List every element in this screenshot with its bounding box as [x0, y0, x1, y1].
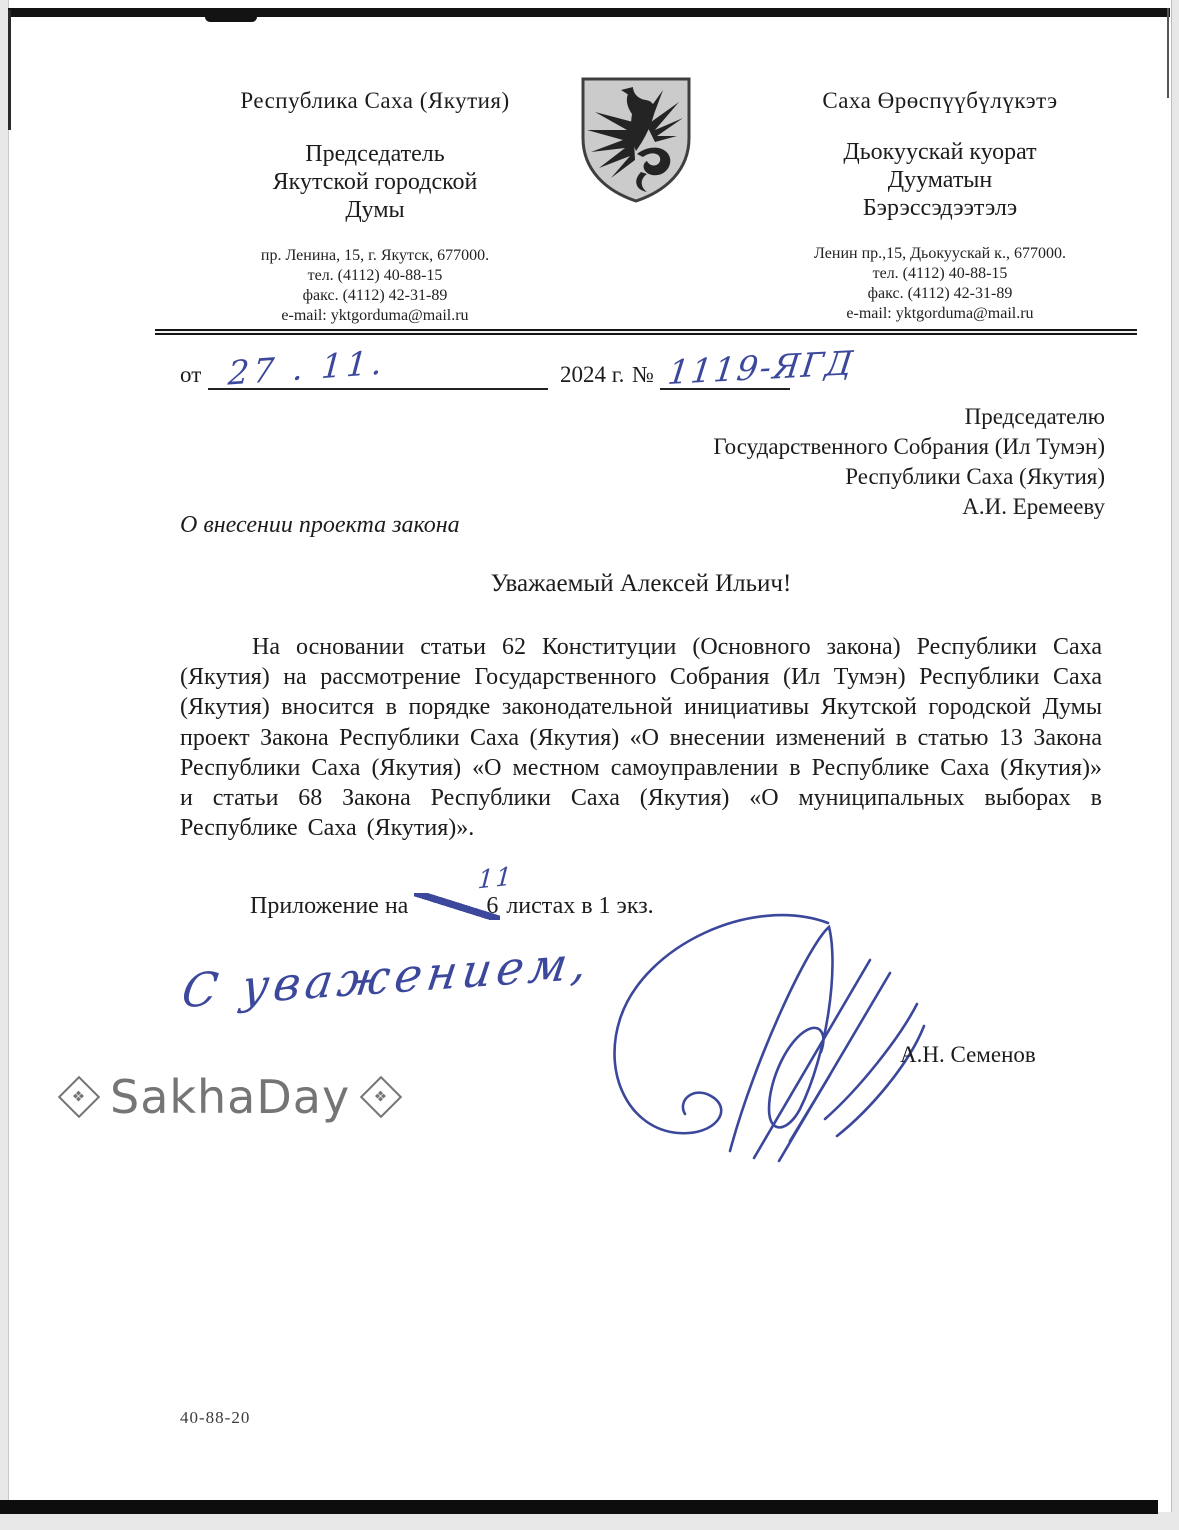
scan-top-bar-blob — [205, 15, 257, 22]
title-line: Председатель — [305, 141, 445, 167]
recipient-line: Республики Саха (Якутия) — [845, 464, 1105, 489]
year-label: 2024 г. — [560, 362, 625, 387]
scan-left-edge-mark — [8, 10, 11, 130]
address-line: пр. Ленина, 15, г. Якутск, 677000. — [260, 247, 490, 264]
republic-name-ru: Республика Саха (Якутия) — [240, 88, 510, 113]
attachment-text-before: Приложение на — [250, 893, 415, 919]
title-line: Дьокуускай куорат — [843, 139, 1037, 165]
watermark-diamond-left-icon: ❖ — [58, 1076, 100, 1118]
yakutsk-coat-of-arms-icon — [575, 74, 697, 206]
address-block-sakha — [740, 244, 1140, 324]
address-line: Ленин пр.,15, Дьокуускай к., 677000. — [814, 245, 1066, 262]
address-line: тел. (4112) 40-88-15 — [872, 265, 1008, 282]
address-line: факс. (4112) 42-31-89 — [302, 287, 448, 304]
letterhead-right — [740, 88, 1140, 324]
recipient-line: Председателю — [964, 404, 1105, 429]
title-line: Якутской городской — [272, 169, 478, 195]
footer-phone: 40-88-20 — [180, 1408, 251, 1427]
greeting-line: Уважаемый Алексей Ильич! — [490, 570, 792, 597]
title-line: Дууматын — [887, 167, 993, 193]
printed-count: 6 — [486, 893, 499, 919]
chairman-title-ru — [170, 140, 580, 224]
sakhaday-watermark — [64, 1070, 396, 1124]
address-line: e-mail: yktgorduma@mail.ru — [846, 305, 1034, 322]
handwritten-date: 27 . 11. — [226, 342, 388, 393]
handwritten-outgoing-number: 1119-ЯГД — [665, 342, 857, 393]
letterhead-divider-rule — [155, 329, 1137, 335]
republic-name-sakha: Саха Өрөспүүбүлүкэтэ — [822, 88, 1058, 113]
body-paragraph: На основании статьи 62 Конституции (Основного закона) Республики Саха (Якутия) на рассмотрение Государственного Собрания (Ил Тумэн) Республики Саха (Якутия) вносится в порядке законодательной инициативы Якутской городской Думы проект Закона Республики Саха (Якутия) «О внесении изменений в статью 13 Закона Республики Саха (Якутия) «О местном самоуправлении в Республике Саха (Якутия)» и статьи 68 Закона Республики Саха (Якутия) «О муниципальных выборах в Республике Саха (Якутия)». — [180, 634, 1102, 842]
scan-bottom-black-bar — [0, 1500, 1158, 1514]
address-line: тел. (4112) 40-88-15 — [307, 267, 443, 284]
handwritten-count-correction: 11 — [477, 861, 515, 895]
recipient-line: Государственного Собрания (Ил Тумэн) — [713, 434, 1105, 459]
watermark-diamond-right-icon: ❖ — [360, 1076, 402, 1118]
handwritten-regards: С уважением, — [178, 935, 596, 1019]
watermark-text: SakhaDay — [110, 1070, 351, 1124]
scan-top-black-bar — [8, 8, 1170, 17]
title-line: Бэрэссэдээтэлэ — [862, 195, 1018, 221]
signer-name: А.Н. Семенов — [900, 1042, 1036, 1067]
attachment-text-after: листах в 1 экз. — [500, 893, 654, 919]
number-sign-label: № — [632, 362, 654, 387]
chairman-title-sakha — [740, 138, 1140, 222]
address-line: факс. (4112) 42-31-89 — [867, 285, 1013, 302]
signature-scribble — [578, 903, 938, 1168]
from-label: от — [180, 362, 202, 387]
address-block-ru — [170, 246, 580, 326]
address-line: e-mail: yktgorduma@mail.ru — [281, 307, 469, 324]
title-line: Думы — [345, 197, 405, 223]
recipient-line: А.И. Еремееву — [962, 494, 1105, 519]
letterhead-left — [170, 88, 580, 326]
subject-line: О внесении проекта закона — [180, 512, 460, 538]
scan-right-edge-mark — [1167, 8, 1169, 98]
date-number-line — [180, 342, 880, 402]
attachment-printed-count-crossed — [414, 861, 515, 920]
recipient-block — [560, 402, 1105, 522]
